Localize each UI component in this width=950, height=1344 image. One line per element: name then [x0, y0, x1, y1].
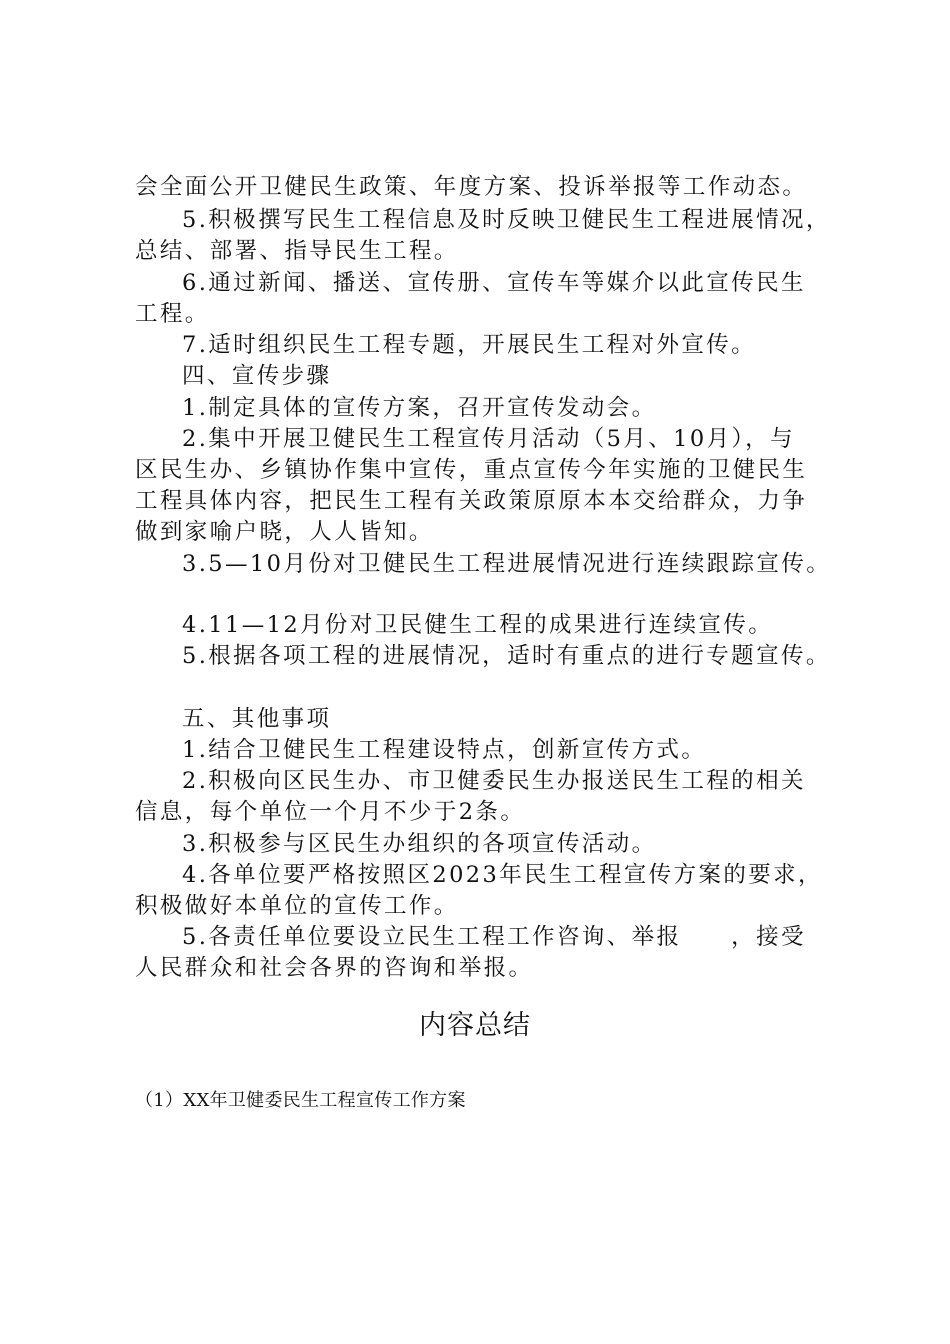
paragraph-line: 1.结合卫健民生工程建设特点，创新宣传方式。	[182, 737, 707, 763]
summary-item: （1）XX年卫健委民生工程宣传工作方案	[135, 1090, 466, 1111]
paragraph-line: 工程具体内容，把民生工程有关政策原原本本交给群众，力争	[135, 488, 808, 514]
paragraph-line: 积极做好本单位的宣传工作。	[135, 893, 459, 919]
paragraph-line: 2.积极向区民生办、市卫健委民生办报送民生工程的相关	[182, 768, 806, 794]
paragraph-line: 5.各责任单位要设立民生工程工作咨询、举报 ，接受	[182, 924, 806, 950]
paragraph-line: 工程。	[135, 301, 210, 327]
paragraph-line: 区民生办、乡镇协作集中宣传，重点宣传今年实施的卫健民生	[135, 457, 808, 483]
section-heading: 五、其他事项	[182, 706, 332, 732]
paragraph-line: 5.根据各项工程的进展情况，适时有重点的进行专题宣传。	[182, 643, 831, 669]
paragraph-line: 3.5—10月份对卫健民生工程进展情况进行连续跟踪宣传。	[182, 551, 832, 577]
paragraph-line: 人民群众和社会各界的咨询和举报。	[135, 955, 534, 981]
section-heading: 四、宣传步骤	[182, 363, 332, 389]
paragraph-line: 5.积极撰写民生工程信息及时反映卫健民生工程进展情况，	[182, 207, 831, 233]
paragraph-line: 会全面公开卫健民生政策、年度方案、投诉举报等工作动态。	[135, 174, 808, 200]
paragraph-line: 总结、部署、指导民生工程。	[135, 238, 459, 264]
summary-title: 内容总结	[419, 1010, 531, 1041]
paragraph-line: 7.适时组织民生工程专题，开展民生工程对外宣传。	[182, 332, 757, 358]
paragraph-line: 信息，每个单位一个月不少于2条。	[135, 799, 526, 825]
paragraph-line: 1.制定具体的宣传方案，召开宣传发动会。	[182, 395, 657, 421]
paragraph-line: 4.11—12月份对卫民健生工程的成果进行连续宣传。	[182, 612, 774, 638]
paragraph-line: 做到家喻户晓，人人皆知。	[135, 519, 434, 545]
paragraph-line: 6.通过新闻、播送、宣传册、宣传车等媒介以此宣传民生	[182, 270, 806, 296]
paragraph-line: 2.集中开展卫健民生工程宣传月活动（5月、10月），与	[182, 426, 795, 452]
paragraph-line: 3.积极参与区民生办组织的各项宣传活动。	[182, 831, 657, 857]
paragraph-line: 4.各单位要严格按照区2023年民生工程宣传方案的要求，	[182, 862, 823, 888]
